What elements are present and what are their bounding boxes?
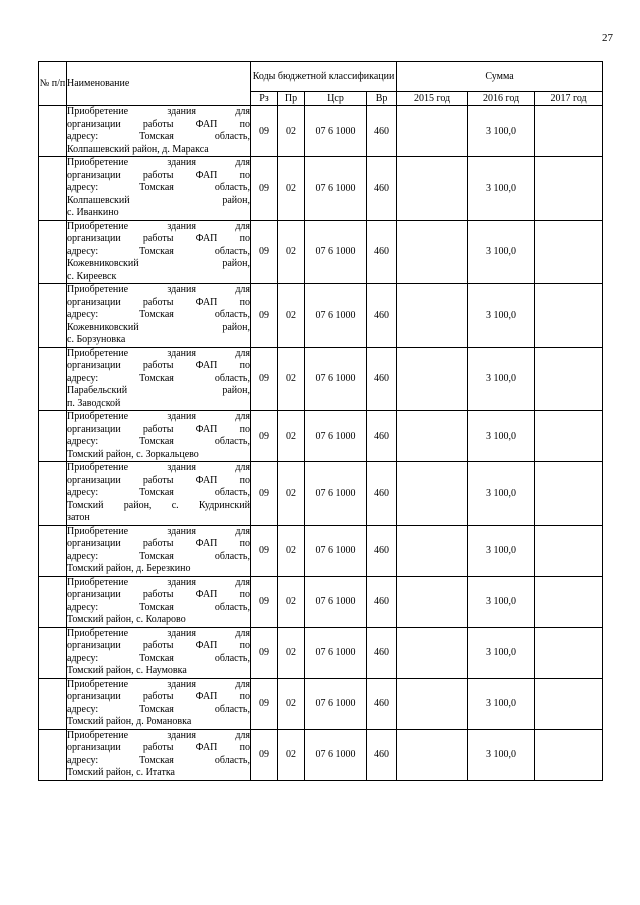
row-vr: 460 bbox=[367, 576, 397, 627]
table-row bbox=[39, 284, 603, 348]
row-name-line: Колпашевский район, д. Маракса bbox=[67, 143, 209, 155]
row-vr: 460 bbox=[367, 106, 397, 157]
table-row bbox=[39, 729, 603, 780]
row-vr: 460 bbox=[367, 525, 397, 576]
row-amount-2016: 3 100,0 bbox=[468, 157, 535, 221]
row-amount-2015 bbox=[397, 106, 468, 157]
row-rz: 09 bbox=[251, 106, 278, 157]
row-name-line: Приобретение здания для bbox=[67, 678, 250, 690]
row-number bbox=[39, 284, 67, 348]
row-name-line: адресу: Томская область, bbox=[67, 601, 250, 613]
row-name-line: Томский район, с. Наумовка bbox=[67, 665, 187, 676]
table-row bbox=[39, 347, 603, 411]
row-name-line: адресу: Томская область, bbox=[67, 652, 250, 664]
row-rz: 09 bbox=[251, 576, 278, 627]
row-name-line: Томский район, с. Коларово bbox=[67, 614, 186, 625]
row-csr: 07 6 1000 bbox=[305, 411, 367, 462]
table-row bbox=[39, 157, 603, 221]
row-number bbox=[39, 729, 67, 780]
row-name-line: с. Борзуновка bbox=[67, 334, 126, 345]
row-rz: 09 bbox=[251, 729, 278, 780]
row-amount-2015 bbox=[397, 157, 468, 221]
row-name-line: Приобретение здания для bbox=[67, 106, 250, 117]
row-name-line: Кожевниковский район, bbox=[67, 321, 250, 333]
row-name-line: организации работы ФАП по bbox=[67, 742, 250, 753]
row-name-line: Колпашевский район, bbox=[67, 194, 250, 206]
row-pr: 02 bbox=[278, 157, 305, 221]
header-vr: Вр bbox=[367, 92, 397, 106]
row-amount-2017 bbox=[535, 576, 603, 627]
row-number bbox=[39, 462, 67, 526]
row-name-line: организации работы ФАП по bbox=[67, 589, 250, 600]
table-row bbox=[39, 106, 603, 157]
row-csr: 07 6 1000 bbox=[305, 220, 367, 284]
row-number bbox=[39, 678, 67, 729]
table-body bbox=[39, 106, 603, 781]
row-rz: 09 bbox=[251, 411, 278, 462]
row-amount-2017 bbox=[535, 347, 603, 411]
row-name-line: адресу: Томская область, bbox=[67, 703, 250, 715]
row-csr: 07 6 1000 bbox=[305, 157, 367, 221]
row-vr: 460 bbox=[367, 347, 397, 411]
row-amount-2015 bbox=[397, 284, 468, 348]
row-amount-2015 bbox=[397, 411, 468, 462]
row-amount-2016: 3 100,0 bbox=[468, 106, 535, 157]
row-name-line: адресу: Томская область, bbox=[67, 487, 250, 498]
row-name bbox=[67, 106, 251, 157]
table-row bbox=[39, 678, 603, 729]
row-rz: 09 bbox=[251, 284, 278, 348]
row-amount-2016: 3 100,0 bbox=[468, 678, 535, 729]
table-row bbox=[39, 220, 603, 284]
row-name-line: адресу: Томская область, bbox=[67, 309, 250, 320]
row-name-line: адресу: Томская область, bbox=[67, 550, 250, 562]
row-name-line: организации работы ФАП по bbox=[67, 296, 250, 308]
row-name bbox=[67, 220, 251, 284]
row-amount-2017 bbox=[535, 462, 603, 526]
row-amount-2017 bbox=[535, 220, 603, 284]
row-name-line: затон bbox=[67, 512, 90, 523]
row-name-line: организации работы ФАП по bbox=[67, 691, 250, 702]
row-amount-2015 bbox=[397, 347, 468, 411]
table-row bbox=[39, 462, 603, 526]
row-amount-2016: 3 100,0 bbox=[468, 525, 535, 576]
row-name bbox=[67, 157, 251, 221]
row-rz: 09 bbox=[251, 347, 278, 411]
row-name-line: адресу: Томская область, bbox=[67, 245, 250, 257]
row-csr: 07 6 1000 bbox=[305, 627, 367, 678]
row-name bbox=[67, 576, 251, 627]
table-row bbox=[39, 627, 603, 678]
row-name-line: организации работы ФАП по bbox=[67, 640, 250, 651]
row-name-line: адресу: Томская область, bbox=[67, 372, 250, 384]
row-name bbox=[67, 729, 251, 780]
row-vr: 460 bbox=[367, 729, 397, 780]
row-amount-2015 bbox=[397, 678, 468, 729]
row-name-line: организации работы ФАП по bbox=[67, 169, 250, 181]
table-row bbox=[39, 411, 603, 462]
row-pr: 02 bbox=[278, 627, 305, 678]
row-vr: 460 bbox=[367, 678, 397, 729]
row-name-line: организации работы ФАП по bbox=[67, 233, 250, 244]
row-pr: 02 bbox=[278, 284, 305, 348]
row-amount-2015 bbox=[397, 525, 468, 576]
row-rz: 09 bbox=[251, 525, 278, 576]
row-vr: 460 bbox=[367, 411, 397, 462]
row-csr: 07 6 1000 bbox=[305, 462, 367, 526]
row-csr: 07 6 1000 bbox=[305, 525, 367, 576]
row-rz: 09 bbox=[251, 220, 278, 284]
row-name-line: Томский район, д. Березкино bbox=[67, 563, 191, 574]
row-name bbox=[67, 462, 251, 526]
row-pr: 02 bbox=[278, 462, 305, 526]
table-row bbox=[39, 525, 603, 576]
budget-table bbox=[38, 61, 603, 781]
row-amount-2017 bbox=[535, 525, 603, 576]
row-name bbox=[67, 411, 251, 462]
row-amount-2016: 3 100,0 bbox=[468, 462, 535, 526]
row-name-line: организации работы ФАП по bbox=[67, 118, 250, 130]
row-name-line: Кожевниковский район, bbox=[67, 258, 250, 269]
row-pr: 02 bbox=[278, 220, 305, 284]
row-pr: 02 bbox=[278, 106, 305, 157]
row-name-line: Томский район, с. Зоркальцево bbox=[67, 448, 199, 460]
row-name bbox=[67, 525, 251, 576]
row-name-line: Приобретение здания для bbox=[67, 220, 250, 232]
header-sum: Сумма bbox=[397, 62, 603, 92]
row-pr: 02 bbox=[278, 411, 305, 462]
row-csr: 07 6 1000 bbox=[305, 576, 367, 627]
row-rz: 09 bbox=[251, 157, 278, 221]
row-name bbox=[67, 284, 251, 348]
row-name-line: с. Киреевск bbox=[67, 270, 117, 282]
row-rz: 09 bbox=[251, 678, 278, 729]
header-num: № п/п bbox=[39, 62, 67, 106]
row-name-line: адресу: Томская область, bbox=[67, 754, 250, 766]
row-amount-2017 bbox=[535, 627, 603, 678]
row-name-line: Приобретение здания для bbox=[67, 284, 250, 295]
row-name bbox=[67, 627, 251, 678]
row-amount-2015 bbox=[397, 729, 468, 780]
row-number bbox=[39, 106, 67, 157]
row-name bbox=[67, 347, 251, 411]
header-year-2015: 2015 год bbox=[397, 92, 468, 106]
page-number: 27 bbox=[602, 32, 613, 44]
row-name-line: организации работы ФАП по bbox=[67, 423, 250, 435]
row-name-line: п. Заводской bbox=[67, 397, 121, 409]
row-vr: 460 bbox=[367, 284, 397, 348]
row-vr: 460 bbox=[367, 462, 397, 526]
row-name-line: Томский район, с. Итатка bbox=[67, 767, 175, 778]
table-row bbox=[39, 576, 603, 627]
row-vr: 460 bbox=[367, 627, 397, 678]
header-name: Наименование bbox=[67, 62, 251, 106]
row-amount-2017 bbox=[535, 729, 603, 780]
row-name-line: Парабельский район, bbox=[67, 385, 250, 396]
row-amount-2015 bbox=[397, 220, 468, 284]
row-name-line: адресу: Томская область, bbox=[67, 436, 250, 447]
row-amount-2017 bbox=[535, 678, 603, 729]
row-number bbox=[39, 347, 67, 411]
row-name-line: адресу: Томская область, bbox=[67, 182, 250, 193]
header-year-2017: 2017 год bbox=[535, 92, 603, 106]
row-name-line: с. Иванкино bbox=[67, 207, 119, 218]
header-codes: Коды бюджетной классификации bbox=[251, 62, 397, 92]
row-vr: 460 bbox=[367, 220, 397, 284]
row-amount-2016: 3 100,0 bbox=[468, 729, 535, 780]
row-amount-2015 bbox=[397, 627, 468, 678]
row-name-line: Приобретение здания для bbox=[67, 462, 250, 473]
row-name-line: организации работы ФАП по bbox=[67, 538, 250, 549]
row-amount-2016: 3 100,0 bbox=[468, 347, 535, 411]
row-amount-2016: 3 100,0 bbox=[468, 411, 535, 462]
header-pr: Пр bbox=[278, 92, 305, 106]
row-number bbox=[39, 576, 67, 627]
row-name-line: организации работы ФАП по bbox=[67, 360, 250, 371]
row-rz: 09 bbox=[251, 462, 278, 526]
row-amount-2016: 3 100,0 bbox=[468, 576, 535, 627]
row-csr: 07 6 1000 bbox=[305, 729, 367, 780]
row-name-line: адресу: Томская область, bbox=[67, 131, 250, 142]
row-amount-2015 bbox=[397, 576, 468, 627]
header-year-2016: 2016 год bbox=[468, 92, 535, 106]
row-pr: 02 bbox=[278, 729, 305, 780]
row-vr: 460 bbox=[367, 157, 397, 221]
header-rz: Рз bbox=[251, 92, 278, 106]
row-name-line: Приобретение здания для bbox=[67, 347, 250, 359]
row-amount-2016: 3 100,0 bbox=[468, 627, 535, 678]
row-name-line: Томский район, д. Романовка bbox=[67, 716, 192, 727]
row-csr: 07 6 1000 bbox=[305, 284, 367, 348]
row-number bbox=[39, 627, 67, 678]
row-name-line: Приобретение здания для bbox=[67, 627, 250, 639]
row-name-line: Приобретение здания для bbox=[67, 576, 250, 588]
row-name-line: Приобретение здания для bbox=[67, 411, 250, 422]
row-amount-2017 bbox=[535, 411, 603, 462]
row-amount-2016: 3 100,0 bbox=[468, 220, 535, 284]
row-name bbox=[67, 678, 251, 729]
header-csr: Цср bbox=[305, 92, 367, 106]
row-csr: 07 6 1000 bbox=[305, 347, 367, 411]
row-name-line: Приобретение здания для bbox=[67, 157, 250, 168]
row-amount-2017 bbox=[535, 157, 603, 221]
row-pr: 02 bbox=[278, 347, 305, 411]
row-pr: 02 bbox=[278, 678, 305, 729]
row-pr: 02 bbox=[278, 576, 305, 627]
header-row bbox=[39, 62, 603, 92]
row-csr: 07 6 1000 bbox=[305, 106, 367, 157]
row-csr: 07 6 1000 bbox=[305, 678, 367, 729]
row-pr: 02 bbox=[278, 525, 305, 576]
row-amount-2016: 3 100,0 bbox=[468, 284, 535, 348]
row-number bbox=[39, 411, 67, 462]
row-number bbox=[39, 220, 67, 284]
row-name-line: Томский район, с. Кудринский bbox=[67, 499, 250, 511]
row-amount-2017 bbox=[535, 284, 603, 348]
row-number bbox=[39, 157, 67, 221]
row-name-line: организации работы ФАП по bbox=[67, 474, 250, 486]
row-amount-2015 bbox=[397, 462, 468, 526]
row-name-line: Приобретение здания для bbox=[67, 729, 250, 741]
row-amount-2017 bbox=[535, 106, 603, 157]
row-name-line: Приобретение здания для bbox=[67, 525, 250, 537]
row-number bbox=[39, 525, 67, 576]
row-rz: 09 bbox=[251, 627, 278, 678]
